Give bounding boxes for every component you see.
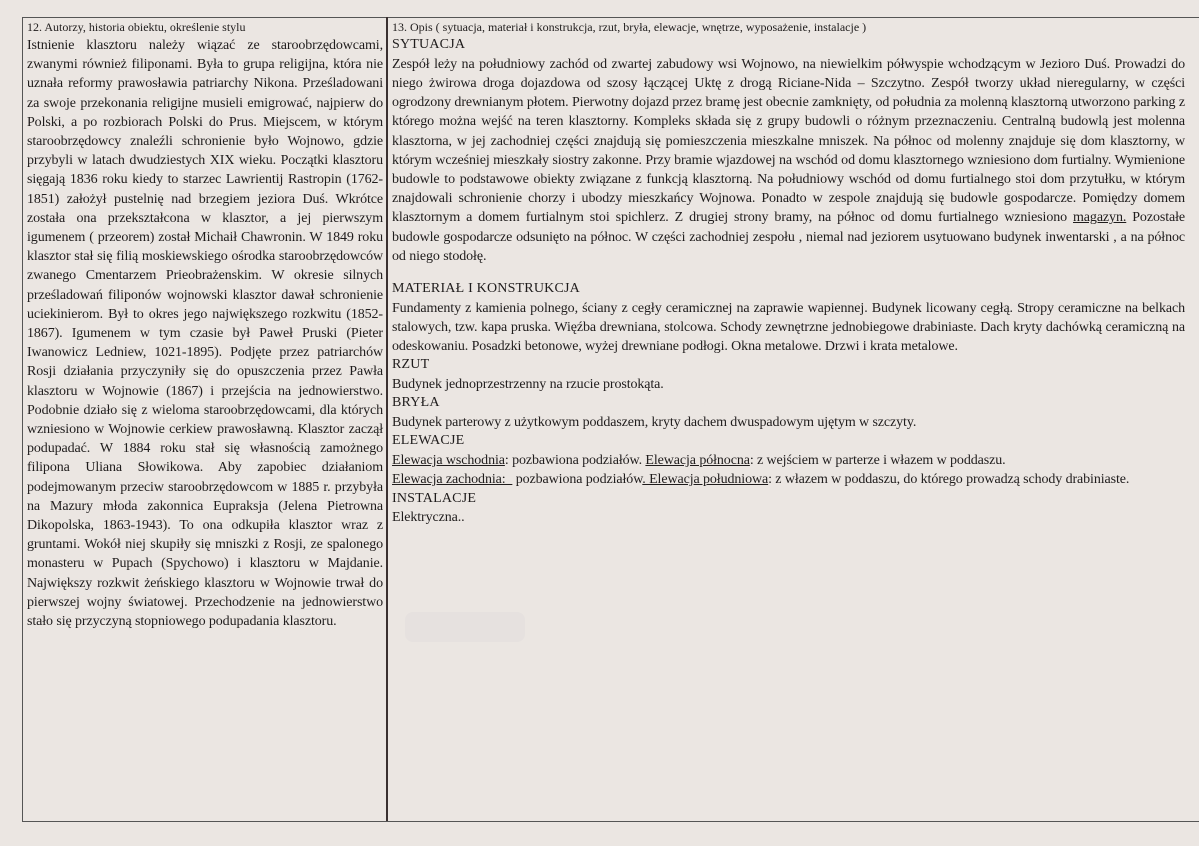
material-text: Fundamenty z kamienia polnego, ściany z cegły ceramicznej na zaprawie wapiennej. Budynek licowany cegłą. Stropy ceramiczne na belkach stalowych, tzw. kapa pruska. Więźba drewniana, stolcowa. Schody zewnętrzne jednobiegowe drabiniaste. Dach kryty dachówką ceramiczną na odeskowaniu. Posadzki betonowe, wyżej drewniane podłogi. Okna metalowe. Drzwi i krata metalowe. — [392, 300, 1185, 355]
paper-smudge — [405, 612, 525, 642]
west-elevation-text: pozbawiona podziałów — [512, 472, 643, 488]
history-text: Istnienie klasztoru należy wiązać ze staroobrzędowcami, zwanymi również filiponami. Była to grupa religijna, która nie uznała reformy prawosławia patriarchy Nikona. Prześladowani za swoje przekonania religijne musieli emigrować, najpierw do Polski, a po rozbiorach Polski do Prus. Miejscem, w którym staroobrzędowcy znaleźli schronienie było Wojnowo, gdzie przybyli w latach dwudziestych XIX wieku. Początki klasztoru sięgają 1836 roku kiedy to starzec Lawrientij Rastropin (1762-1851) założył pustelnię nad brzegiem jeziora Duś. Wkrótce została ona przekształcona w klasztor, a jej pierwszym igumenem ( przeorem) został Michaił Chawronin. W 1849 roku klasztor stał się filią moskiewskiego ośrodka staroobrzędowców zwanego Cmentarzem Prieobrażenskim. W okresie silnych prześladowań filiponów wojnowski klasztor dawał schronienie uciekinierom. Był to okres jego największego rozkwitu (1852-1867). Igumenem w tym czasie był Paweł Pruski (Pieter Iwanowicz Ledniew, 1021-1895). Podjęte przez patriarchów Rosji działania przyczyniły się do opuszczenia przez Pawła klasztoru w Wojnowie (1867) i przejścia na jednowierstwo. Podobnie działo się z wieloma staroobrzędowcami, dla których wzniesiono w Wojnowie cerkiew prawosławną. Klasztor zaczął podupadać. W 1884 roku stał się własnością zamożnego filipona Uliana Słowikowa. Aby zapobiec działaniom podejmowanym przeciw staroobrzędowcom w 1885 r. przybyła na Mazury młoda zakonnica Eupraksja (Jelena Pietrowna Dikopolska, 1863-1943). To ona odkupiła klasztor wraz z gruntami. Wokół niej skupiły się mniszki z Rosji, ze spalonego monasteru w Pupach (Spychowo) i klasztoru w Majdanie. Największy rozkwit żeńskiego klasztoru w Wojnowie trwał do pierwszej wojny światowej. Przechodzenie na jednowierstwo stało się przyczyną stopniowego podupadania klasztoru. — [27, 38, 383, 630]
south-elevation-text: : z włazem w poddaszu, do którego prowadzą schody drabiniaste. — [768, 472, 1130, 488]
bottom-border — [22, 821, 1199, 822]
sytuacja-heading: SYTUACJA — [392, 37, 466, 52]
east-elevation-text: : pozbawiona podziałów. — [504, 453, 646, 469]
history-section-header: 12. Autorzy, historia obiektu, określenie stylu — [27, 20, 246, 34]
sytuacja-text-part-1: Zespół leży na południowy zachód od zwartej zabudowy wsi Wojnowo, na niewielkim półwyspie wchodzącym w Jezioro Duś. Prowadzi do niego żwirowa droga dojazdowa od szosy łączącej Uktę z drogą Riciane-Nida – Szczytno. Zespół tworzy układ nieregularny, w części ogrodzony drewnianym płotem. Pierwotny dojazd przez bramę jest obecnie zamknięty, od południa za molenną klasztorną utworzono parking z którego można wejść na teren klasztorny. Kompleks składa się z grupy budowli o różnym przeznaczeniu. Centralną budowlą jest molenna klasztorna, w jej zachodniej części znajdują się pomieszczenia mieszkalne mniszek. Na północ od molenny znajduje się dom klasztorny, w którym wcześniej mieszkały siostry zakonne. Przy bramie wjazdowej na wschód od domu klasztornego wzniesiono dom furtialny. Wymienione budowle to podstawowe obiekty związane z funkcją klasztorną. Na południowy wschód od domu furtialnego stoi dom przytułku, w którym znajdowali schronienie chorzy i ubodzy mieszkańcy Wojnowa. Ponadto w zespole znajdują się budowle gospodarcze. Pomiędzy domem klasztornym a domem furtialnym stoi spichlerz. Z drugiej strony bramy, na północ od domu furtialnego wzniesiono — [392, 56, 1185, 226]
description-column — [392, 19, 1185, 528]
history-column — [27, 19, 383, 631]
bryla-heading: BRYŁA — [392, 395, 440, 411]
west-elevation-label: Elewacja zachodnia: — [392, 472, 513, 488]
column-divider — [386, 17, 388, 822]
left-border — [22, 17, 23, 822]
south-elevation-label: . Elewacja południowa — [642, 472, 769, 488]
sytuacja-text-part-2: Pozostałe budowle gospodarcze odsunięto na północ. W części zachodniej zespołu , niemal nad jeziorem usytuowano budynek inwentarski , a na północ od niego stodołę. — [392, 210, 1185, 264]
sytuacja-text — [392, 55, 1185, 266]
north-elevation-label: Elewacja północna — [645, 453, 750, 469]
rzut-text: Budynek jednoprzestrzenny na rzucie prostokąta. — [392, 377, 664, 393]
instalacje-heading: INSTALACJE — [392, 490, 477, 506]
elewacje-text-west-south — [392, 470, 1185, 489]
instalacje-text: Elektryczna.. — [392, 510, 465, 526]
magazyn-link: magazyn. — [1073, 210, 1127, 226]
bryla-text: Budynek parterowy z użytkowym poddaszem, kryty dachem dwuspadowym ujętym w szczyty. — [392, 415, 917, 431]
north-elevation-text: : z wejściem w parterze i włazem w poddaszu. — [749, 453, 1006, 469]
material-heading: MATERIAŁ I KONSTRUKCJA — [392, 281, 580, 297]
elewacje-heading: ELEWACJE — [392, 433, 465, 449]
top-border — [22, 17, 1199, 18]
rzut-heading: RZUT — [392, 357, 430, 373]
elewacje-text-east-north — [392, 451, 1185, 470]
east-elevation-label: Elewacja wschodnia — [392, 453, 505, 469]
description-section-header: 13. Opis ( sytuacja, materiał i konstrukcja, rzut, bryła, elewacje, wnętrze, wyposażenie, instalacje ) — [392, 20, 867, 34]
